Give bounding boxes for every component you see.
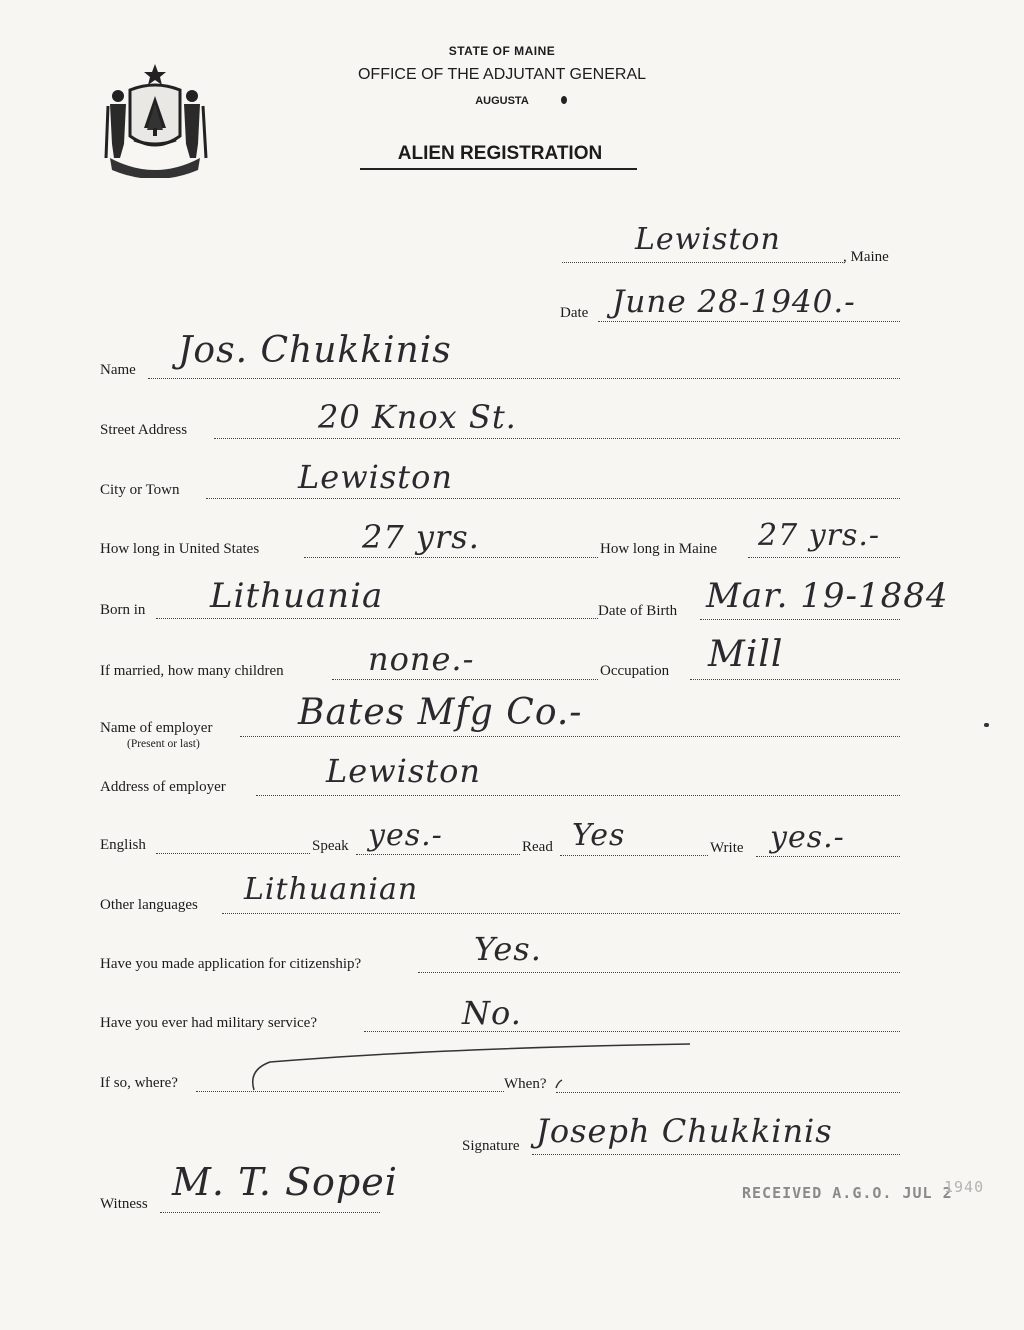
- citizenship-label: Have you made application for citizenship?: [100, 956, 362, 972]
- military-label: Have you ever had military service?: [100, 1015, 317, 1031]
- street-label: Street Address: [100, 422, 188, 438]
- received-stamp-year: 1940: [944, 1178, 985, 1196]
- employer-address-label: Address of employer: [100, 779, 226, 795]
- signature-label: Signature: [462, 1138, 520, 1154]
- signature-line: [532, 1154, 900, 1155]
- us-years-label: How long in United States: [100, 541, 260, 557]
- born-line: [156, 618, 598, 619]
- city-label: City or Town: [100, 482, 180, 498]
- employer-address-value: Lewiston: [326, 752, 481, 790]
- signature-value: Joseph Chukkinis: [536, 1112, 833, 1150]
- english-line: [156, 853, 310, 854]
- children-label: If married, how many children: [100, 663, 284, 679]
- maine-years-line: [748, 557, 900, 558]
- office-name: OFFICE OF THE ADJUTANT GENERAL: [357, 66, 647, 83]
- employer-line: [240, 736, 900, 737]
- dob-line: [700, 619, 900, 620]
- witness-label: Witness: [100, 1196, 148, 1212]
- military-line: [364, 1031, 900, 1032]
- us-years-value: 27 yrs.: [362, 518, 480, 556]
- born-label: Born in: [100, 602, 146, 618]
- witness-line: [160, 1212, 380, 1213]
- read-line: [560, 855, 708, 856]
- received-stamp: RECEIVED A.G.O. JUL 2: [742, 1184, 953, 1202]
- read-value: Yes: [572, 818, 626, 853]
- children-value: none.-: [368, 640, 475, 678]
- military-value: No.: [462, 994, 522, 1032]
- date-value: June 28-1940.-: [612, 284, 856, 320]
- english-label: English: [100, 837, 146, 853]
- name-value: Jos. Chukkinis: [178, 330, 452, 371]
- date-label: Date: [560, 305, 589, 321]
- name-label: Name: [100, 362, 136, 378]
- us-years-line: [304, 557, 598, 558]
- maine-years-label: How long in Maine: [600, 541, 718, 557]
- where-label: If so, where?: [100, 1075, 178, 1091]
- ink-speck: [984, 723, 989, 727]
- citizenship-line: [418, 972, 900, 973]
- dob-value: Mar. 19-1884: [706, 576, 949, 616]
- city-line: [206, 498, 900, 499]
- occupation-label: Occupation: [600, 663, 670, 679]
- place-suffix: , Maine: [843, 249, 889, 265]
- employer-label: Name of employer: [100, 720, 213, 736]
- citizenship-value: Yes.: [474, 930, 542, 968]
- write-line: [756, 856, 900, 857]
- maine-years-value: 27 yrs.-: [758, 518, 881, 553]
- state-seal-icon: [100, 58, 210, 178]
- other-languages-label: Other languages: [100, 897, 198, 913]
- write-label: Write: [710, 840, 744, 856]
- other-languages-value: Lithuanian: [244, 872, 419, 907]
- children-line: [332, 679, 598, 680]
- pen-stroke-mark: [240, 1040, 700, 1100]
- employer-sublabel: (Present or last): [127, 738, 200, 750]
- occupation-line: [690, 679, 900, 680]
- when-label: When?: [504, 1076, 547, 1092]
- witness-value: M. T. Sopei: [172, 1160, 398, 1204]
- form-title: ALIEN REGISTRATION: [397, 143, 603, 164]
- place-line: [562, 262, 845, 263]
- city-value: Lewiston: [298, 458, 453, 496]
- speak-line: [356, 854, 520, 855]
- street-line: [214, 438, 900, 439]
- occupation-value: Mill: [708, 634, 784, 675]
- employer-value: Bates Mfg Co.-: [298, 692, 583, 733]
- office-city: AUGUSTA: [475, 95, 529, 107]
- bullet-icon: [561, 96, 567, 104]
- read-label: Read: [522, 839, 553, 855]
- name-line: [148, 378, 900, 379]
- speak-value: yes.-: [368, 818, 443, 853]
- dob-label: Date of Birth: [598, 603, 678, 619]
- street-value: 20 Knox St.: [318, 398, 517, 436]
- born-value: Lithuania: [210, 576, 384, 616]
- employer-address-line: [256, 795, 900, 796]
- date-line: [598, 321, 900, 322]
- write-value: yes.-: [770, 820, 845, 855]
- state-name: STATE OF MAINE: [448, 44, 556, 58]
- other-languages-line: [222, 913, 900, 914]
- title-underline: [360, 168, 637, 170]
- place-value: Lewiston: [635, 222, 781, 257]
- speak-label: Speak: [312, 838, 349, 854]
